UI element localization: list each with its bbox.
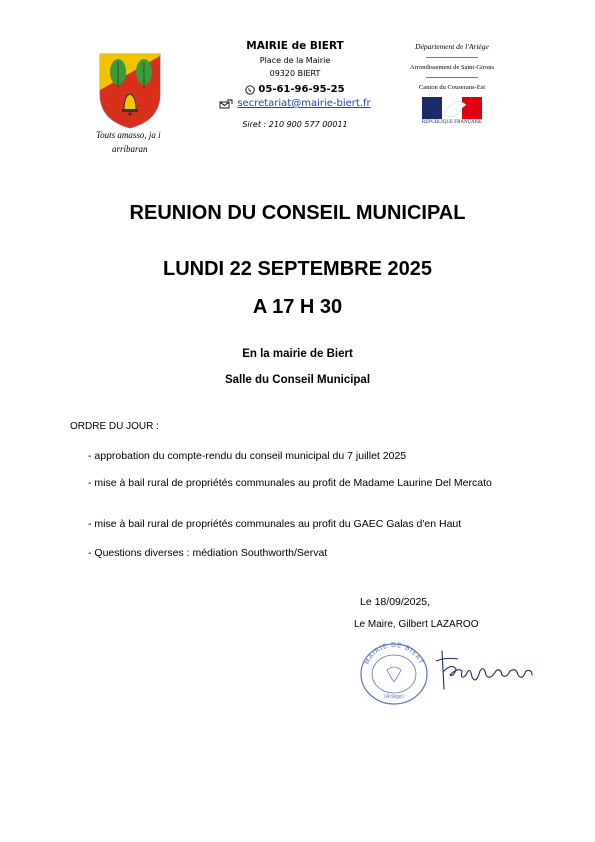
address-line-1: Place de la Mairie	[259, 56, 331, 65]
municipal-crest-logo	[96, 50, 164, 130]
meeting-time: A 17 H 30	[252, 296, 343, 318]
mairie-stamp	[357, 642, 431, 706]
motto-line-1: Touts amasso, ja i	[96, 130, 161, 140]
mairie-name: MAIRIE de BIERT	[246, 40, 344, 52]
republique-francaise-logo	[422, 97, 482, 119]
meeting-date: LUNDI 22 SEPTEMBRE 2025	[163, 258, 432, 280]
mayor-signature	[432, 645, 542, 695]
agenda-item: - approbation du compte-rendu du conseil municipal du 7 juillet 2025	[88, 450, 407, 462]
location-line-2: Salle du Conseil Municipal	[224, 374, 371, 386]
republique-francaise-text: RÉPUBLIQUE FRANÇAISE	[421, 120, 483, 125]
email-icon	[219, 99, 233, 109]
email-link[interactable]: secretariat@mairie-biert.fr	[237, 98, 371, 109]
stamp-subtext: (Ariège)	[383, 694, 405, 700]
departement-label: Département de l'Ariège	[415, 42, 489, 51]
location-line-1: En la mairie de Biert	[242, 348, 353, 360]
agenda-item: - Questions diverses : médiation Southworth/Servat	[88, 547, 328, 559]
document-date: Le 18/09/2025,	[360, 596, 431, 608]
arrondissement-label: Arrondissement de Saint-Girons	[409, 64, 495, 71]
department-block	[392, 42, 512, 125]
agenda-heading: ORDRE DU JOUR :	[70, 421, 159, 432]
agenda-item: - mise à bail rural de propriétés communales au profit du GAEC Galas d'en Haut	[88, 518, 462, 530]
phone-icon	[245, 85, 255, 95]
motto-line-2: arribaran	[112, 144, 148, 154]
agenda-item: - mise à bail rural de propriétés communales au profit de Madame Laurine Del Mercato	[88, 477, 492, 489]
siret-number: Siret : 210 900 577 00011	[242, 120, 348, 129]
stamp-text: MAIRIE DE BIERT	[362, 642, 426, 666]
divider	[426, 57, 478, 58]
email-row	[200, 98, 390, 109]
crest-motto	[96, 128, 186, 156]
phone-number: 05-61-96-95-25	[258, 84, 345, 95]
divider	[426, 77, 478, 78]
mairie-contact-block	[200, 40, 390, 129]
meeting-title: REUNION DU CONSEIL MUNICIPAL	[129, 202, 466, 224]
address-line-2: 09320 BIERT	[269, 69, 321, 78]
svg-text:MAIRIE DE BIERT	[363, 642, 425, 666]
canton-label: Canton du Couserans-Est	[418, 84, 486, 91]
phone-row	[200, 84, 390, 95]
signatory-name: Le Maire, Gilbert LAZAROO	[354, 619, 479, 630]
